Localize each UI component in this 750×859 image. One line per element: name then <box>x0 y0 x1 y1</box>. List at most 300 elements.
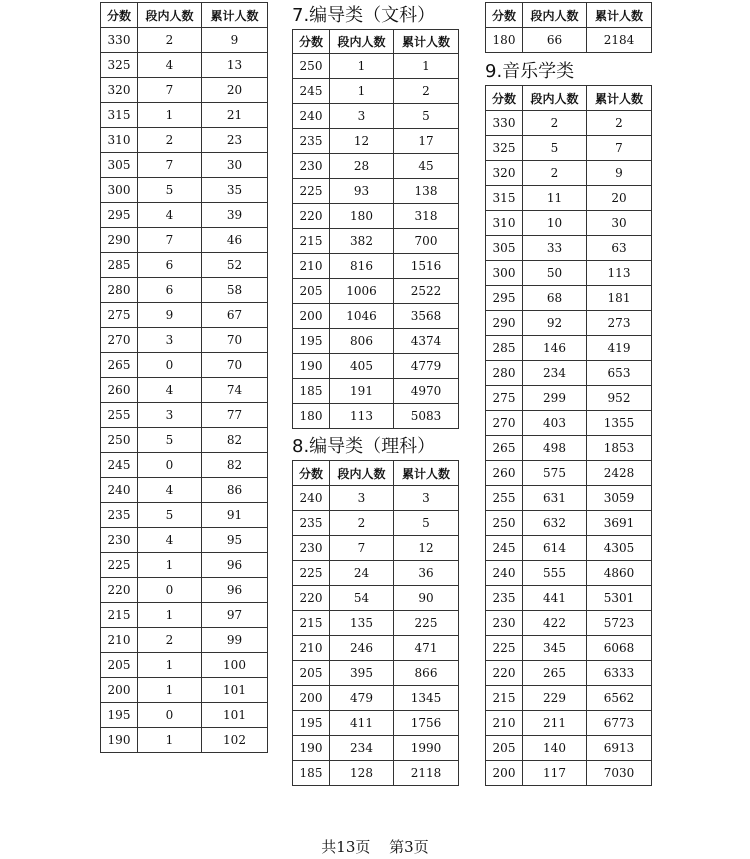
table-header-row <box>293 461 459 486</box>
header-cumulative-count: 累计人数 <box>202 3 268 28</box>
segment-count-cell: 191 <box>330 379 394 404</box>
score-cell: 180 <box>293 404 330 429</box>
segment-count-cell: 11 <box>523 186 587 211</box>
score-cell: 180 <box>486 28 523 53</box>
table-row <box>293 536 459 561</box>
score-cell: 310 <box>486 211 523 236</box>
score-cell: 295 <box>486 286 523 311</box>
table-row <box>293 304 459 329</box>
segment-count-cell: 4 <box>138 528 202 553</box>
segment-count-cell: 345 <box>523 636 587 661</box>
segment-count-cell: 33 <box>523 236 587 261</box>
table-row <box>486 736 652 761</box>
segment-count-cell: 1 <box>138 603 202 628</box>
table-row <box>293 511 459 536</box>
segment-count-cell: 1006 <box>330 279 394 304</box>
cumulative-count-cell: 2184 <box>587 28 652 53</box>
table-header-row <box>101 3 268 28</box>
score-cell: 280 <box>101 278 138 303</box>
table-row <box>293 711 459 736</box>
segment-count-cell: 211 <box>523 711 587 736</box>
table-row <box>101 328 268 353</box>
table-row <box>101 428 268 453</box>
cumulative-count-cell: 20 <box>587 186 652 211</box>
cumulative-count-cell: 5 <box>394 511 459 536</box>
score-cell: 190 <box>101 728 138 753</box>
table-row <box>101 178 268 203</box>
score-cell: 200 <box>293 304 330 329</box>
score-cell: 185 <box>293 761 330 786</box>
section-title-directing-liberal-arts: 7.编导类（文科） <box>292 5 436 26</box>
segment-count-cell: 5 <box>138 428 202 453</box>
table-row <box>486 136 652 161</box>
cumulative-count-cell: 113 <box>587 261 652 286</box>
table-row <box>486 661 652 686</box>
segment-count-cell: 2 <box>138 128 202 153</box>
segment-count-cell: 2 <box>523 111 587 136</box>
cumulative-count-cell: 82 <box>202 453 268 478</box>
score-table-directing-science <box>292 460 459 786</box>
score-cell: 225 <box>486 636 523 661</box>
table-row <box>101 703 268 728</box>
score-cell: 285 <box>486 336 523 361</box>
segment-count-cell: 5 <box>523 136 587 161</box>
table-row <box>486 486 652 511</box>
score-cell: 240 <box>101 478 138 503</box>
table-row <box>101 153 268 178</box>
table-row <box>486 561 652 586</box>
segment-count-cell: 3 <box>138 328 202 353</box>
header-score: 分数 <box>101 3 138 28</box>
score-cell: 255 <box>101 403 138 428</box>
cumulative-count-cell: 45 <box>394 154 459 179</box>
cumulative-count-cell: 273 <box>587 311 652 336</box>
current-page-label: 第3页 <box>389 838 429 856</box>
cumulative-count-cell: 866 <box>394 661 459 686</box>
cumulative-count-cell: 952 <box>587 386 652 411</box>
score-table-musicology <box>485 85 652 786</box>
table-row <box>486 411 652 436</box>
cumulative-count-cell: 96 <box>202 578 268 603</box>
table-row <box>486 311 652 336</box>
table-row <box>101 278 268 303</box>
table-row <box>486 511 652 536</box>
cumulative-count-cell: 1756 <box>394 711 459 736</box>
cumulative-count-cell: 471 <box>394 636 459 661</box>
score-cell: 235 <box>486 586 523 611</box>
cumulative-count-cell: 3568 <box>394 304 459 329</box>
score-cell: 205 <box>293 279 330 304</box>
cumulative-count-cell: 9 <box>202 28 268 53</box>
table-row <box>101 678 268 703</box>
segment-count-cell: 28 <box>330 154 394 179</box>
cumulative-count-cell: 3691 <box>587 511 652 536</box>
score-cell: 205 <box>486 736 523 761</box>
table-row <box>486 28 652 53</box>
score-cell: 220 <box>293 204 330 229</box>
table-row <box>486 386 652 411</box>
cumulative-count-cell: 1355 <box>587 411 652 436</box>
segment-count-cell: 229 <box>523 686 587 711</box>
cumulative-count-cell: 4374 <box>394 329 459 354</box>
score-cell: 240 <box>293 104 330 129</box>
cumulative-count-cell: 4860 <box>587 561 652 586</box>
score-cell: 225 <box>293 561 330 586</box>
cumulative-count-cell: 58 <box>202 278 268 303</box>
score-cell: 265 <box>486 436 523 461</box>
cumulative-count-cell: 700 <box>394 229 459 254</box>
segment-count-cell: 441 <box>523 586 587 611</box>
table-row <box>293 611 459 636</box>
table-row <box>293 636 459 661</box>
header-segment-count: 段内人数 <box>523 3 587 28</box>
cumulative-count-cell: 2118 <box>394 761 459 786</box>
table-row <box>486 636 652 661</box>
cumulative-count-cell: 96 <box>202 553 268 578</box>
segment-count-cell: 1 <box>138 103 202 128</box>
cumulative-count-cell: 6913 <box>587 736 652 761</box>
score-cell: 230 <box>293 536 330 561</box>
score-cell: 215 <box>486 686 523 711</box>
score-cell: 210 <box>293 254 330 279</box>
cumulative-count-cell: 13 <box>202 53 268 78</box>
table-row <box>101 353 268 378</box>
cumulative-count-cell: 6068 <box>587 636 652 661</box>
cumulative-count-cell: 21 <box>202 103 268 128</box>
table-row <box>293 561 459 586</box>
segment-count-cell: 5 <box>138 178 202 203</box>
score-cell: 215 <box>293 611 330 636</box>
header-segment-count: 段内人数 <box>330 30 394 54</box>
cumulative-count-cell: 30 <box>587 211 652 236</box>
cumulative-count-cell: 99 <box>202 628 268 653</box>
segment-count-cell: 146 <box>523 336 587 361</box>
table-row <box>293 104 459 129</box>
cumulative-count-cell: 2428 <box>587 461 652 486</box>
table-row <box>293 204 459 229</box>
cumulative-count-cell: 318 <box>394 204 459 229</box>
segment-count-cell: 3 <box>330 486 394 511</box>
score-cell: 295 <box>101 203 138 228</box>
table-row <box>293 761 459 786</box>
table-row <box>101 228 268 253</box>
score-cell: 305 <box>101 153 138 178</box>
score-cell: 245 <box>101 453 138 478</box>
cumulative-count-cell: 4305 <box>587 536 652 561</box>
header-segment-count: 段内人数 <box>523 86 587 111</box>
segment-count-cell: 4 <box>138 203 202 228</box>
section-title-directing-science: 8.编导类（理科） <box>292 436 436 457</box>
header-cumulative-count: 累计人数 <box>394 461 459 486</box>
segment-count-cell: 1 <box>330 54 394 79</box>
segment-count-cell: 54 <box>330 586 394 611</box>
segment-count-cell: 6 <box>138 253 202 278</box>
cumulative-count-cell: 101 <box>202 703 268 728</box>
segment-count-cell: 555 <box>523 561 587 586</box>
table-row <box>486 461 652 486</box>
table-row <box>293 354 459 379</box>
table-row <box>101 628 268 653</box>
score-cell: 235 <box>101 503 138 528</box>
cumulative-count-cell: 9 <box>587 161 652 186</box>
score-table-continued-right <box>485 2 652 53</box>
table-row <box>293 379 459 404</box>
segment-count-cell: 0 <box>138 578 202 603</box>
table-header-row <box>293 30 459 54</box>
cumulative-count-cell: 1516 <box>394 254 459 279</box>
segment-count-cell: 806 <box>330 329 394 354</box>
segment-count-cell: 403 <box>523 411 587 436</box>
segment-count-cell: 92 <box>523 311 587 336</box>
table-row <box>101 603 268 628</box>
score-cell: 210 <box>486 711 523 736</box>
table-row <box>101 203 268 228</box>
cumulative-count-cell: 100 <box>202 653 268 678</box>
score-cell: 200 <box>293 686 330 711</box>
segment-count-cell: 2 <box>138 628 202 653</box>
score-cell: 250 <box>101 428 138 453</box>
segment-count-cell: 234 <box>523 361 587 386</box>
score-cell: 200 <box>486 761 523 786</box>
score-cell: 320 <box>101 78 138 103</box>
table-row <box>293 586 459 611</box>
score-cell: 300 <box>486 261 523 286</box>
segment-count-cell: 2 <box>330 511 394 536</box>
segment-count-cell: 24 <box>330 561 394 586</box>
segment-count-cell: 68 <box>523 286 587 311</box>
score-cell: 330 <box>486 111 523 136</box>
segment-count-cell: 7 <box>330 536 394 561</box>
cumulative-count-cell: 653 <box>587 361 652 386</box>
segment-count-cell: 1 <box>138 678 202 703</box>
segment-count-cell: 3 <box>330 104 394 129</box>
header-segment-count: 段内人数 <box>138 3 202 28</box>
table-row <box>486 436 652 461</box>
segment-count-cell: 1 <box>330 79 394 104</box>
cumulative-count-cell: 181 <box>587 286 652 311</box>
segment-count-cell: 4 <box>138 378 202 403</box>
table-row <box>486 286 652 311</box>
section-title-musicology: 9.音乐学类 <box>485 61 575 82</box>
score-table-continued-left <box>100 2 268 753</box>
table-row <box>101 478 268 503</box>
table-row <box>486 186 652 211</box>
cumulative-count-cell: 1990 <box>394 736 459 761</box>
table-row <box>101 53 268 78</box>
segment-count-cell: 382 <box>330 229 394 254</box>
cumulative-count-cell: 52 <box>202 253 268 278</box>
score-cell: 280 <box>486 361 523 386</box>
total-pages-label: 共13页 <box>321 838 371 856</box>
score-cell: 320 <box>486 161 523 186</box>
score-cell: 215 <box>101 603 138 628</box>
score-cell: 190 <box>293 736 330 761</box>
score-cell: 240 <box>486 561 523 586</box>
cumulative-count-cell: 4779 <box>394 354 459 379</box>
header-score: 分数 <box>486 86 523 111</box>
score-cell: 225 <box>293 179 330 204</box>
segment-count-cell: 631 <box>523 486 587 511</box>
segment-count-cell: 12 <box>330 129 394 154</box>
cumulative-count-cell: 5723 <box>587 611 652 636</box>
table-row <box>293 686 459 711</box>
segment-count-cell: 0 <box>138 353 202 378</box>
segment-count-cell: 4 <box>138 478 202 503</box>
segment-count-cell: 2 <box>523 161 587 186</box>
score-cell: 315 <box>101 103 138 128</box>
table-row <box>293 129 459 154</box>
score-cell: 230 <box>486 611 523 636</box>
table-row <box>101 303 268 328</box>
table-row <box>293 229 459 254</box>
segment-count-cell: 575 <box>523 461 587 486</box>
cumulative-count-cell: 4970 <box>394 379 459 404</box>
table-row <box>293 254 459 279</box>
score-cell: 325 <box>101 53 138 78</box>
score-cell: 220 <box>101 578 138 603</box>
header-cumulative-count: 累计人数 <box>587 3 652 28</box>
score-cell: 205 <box>293 661 330 686</box>
table-row <box>293 154 459 179</box>
table-row <box>293 179 459 204</box>
segment-count-cell: 0 <box>138 453 202 478</box>
table-row <box>101 528 268 553</box>
cumulative-count-cell: 36 <box>394 561 459 586</box>
segment-count-cell: 234 <box>330 736 394 761</box>
cumulative-count-cell: 77 <box>202 403 268 428</box>
table-row <box>486 161 652 186</box>
score-cell: 195 <box>293 711 330 736</box>
table-row <box>101 28 268 53</box>
table-row <box>101 578 268 603</box>
cumulative-count-cell: 74 <box>202 378 268 403</box>
score-cell: 200 <box>101 678 138 703</box>
cumulative-count-cell: 23 <box>202 128 268 153</box>
table-row <box>486 686 652 711</box>
cumulative-count-cell: 225 <box>394 611 459 636</box>
segment-count-cell: 1046 <box>330 304 394 329</box>
score-cell: 245 <box>293 79 330 104</box>
score-cell: 260 <box>101 378 138 403</box>
cumulative-count-cell: 6773 <box>587 711 652 736</box>
score-cell: 185 <box>293 379 330 404</box>
score-cell: 215 <box>293 229 330 254</box>
table-row <box>293 79 459 104</box>
segment-count-cell: 395 <box>330 661 394 686</box>
table-row <box>486 211 652 236</box>
table-row <box>293 736 459 761</box>
table-row <box>486 611 652 636</box>
score-cell: 210 <box>293 636 330 661</box>
table-row <box>293 329 459 354</box>
cumulative-count-cell: 63 <box>587 236 652 261</box>
cumulative-count-cell: 1345 <box>394 686 459 711</box>
segment-count-cell: 50 <box>523 261 587 286</box>
segment-count-cell: 632 <box>523 511 587 536</box>
table-row <box>293 486 459 511</box>
segment-count-cell: 0 <box>138 703 202 728</box>
cumulative-count-cell: 30 <box>202 153 268 178</box>
score-cell: 195 <box>293 329 330 354</box>
table-row <box>101 78 268 103</box>
segment-count-cell: 7 <box>138 228 202 253</box>
segment-count-cell: 422 <box>523 611 587 636</box>
segment-count-cell: 66 <box>523 28 587 53</box>
cumulative-count-cell: 2 <box>587 111 652 136</box>
score-cell: 205 <box>101 653 138 678</box>
score-cell: 265 <box>101 353 138 378</box>
table-row <box>101 378 268 403</box>
table-row <box>101 503 268 528</box>
segment-count-cell: 10 <box>523 211 587 236</box>
segment-count-cell: 411 <box>330 711 394 736</box>
score-cell: 285 <box>101 253 138 278</box>
score-cell: 310 <box>101 128 138 153</box>
header-score: 分数 <box>293 461 330 486</box>
table-row <box>486 111 652 136</box>
cumulative-count-cell: 95 <box>202 528 268 553</box>
cumulative-count-cell: 3 <box>394 486 459 511</box>
cumulative-count-cell: 102 <box>202 728 268 753</box>
segment-count-cell: 7 <box>138 153 202 178</box>
segment-count-cell: 265 <box>523 661 587 686</box>
table-row <box>486 761 652 786</box>
score-cell: 230 <box>293 154 330 179</box>
table-row <box>486 536 652 561</box>
cumulative-count-cell: 86 <box>202 478 268 503</box>
segment-count-cell: 5 <box>138 503 202 528</box>
cumulative-count-cell: 70 <box>202 328 268 353</box>
segment-count-cell: 1 <box>138 553 202 578</box>
score-cell: 255 <box>486 486 523 511</box>
cumulative-count-cell: 20 <box>202 78 268 103</box>
cumulative-count-cell: 1853 <box>587 436 652 461</box>
score-cell: 330 <box>101 28 138 53</box>
cumulative-count-cell: 6333 <box>587 661 652 686</box>
score-cell: 220 <box>486 661 523 686</box>
segment-count-cell: 117 <box>523 761 587 786</box>
table-row <box>293 661 459 686</box>
table-row <box>486 261 652 286</box>
score-cell: 245 <box>486 536 523 561</box>
segment-count-cell: 405 <box>330 354 394 379</box>
cumulative-count-cell: 2522 <box>394 279 459 304</box>
table-row <box>101 553 268 578</box>
cumulative-count-cell: 39 <box>202 203 268 228</box>
cumulative-count-cell: 1 <box>394 54 459 79</box>
cumulative-count-cell: 90 <box>394 586 459 611</box>
table-header-row <box>486 86 652 111</box>
segment-count-cell: 4 <box>138 53 202 78</box>
score-cell: 240 <box>293 486 330 511</box>
segment-count-cell: 135 <box>330 611 394 636</box>
cumulative-count-cell: 2 <box>394 79 459 104</box>
cumulative-count-cell: 7 <box>587 136 652 161</box>
header-score: 分数 <box>293 30 330 54</box>
cumulative-count-cell: 35 <box>202 178 268 203</box>
cumulative-count-cell: 419 <box>587 336 652 361</box>
score-cell: 220 <box>293 586 330 611</box>
segment-count-cell: 246 <box>330 636 394 661</box>
table-row <box>101 403 268 428</box>
table-row <box>486 361 652 386</box>
cumulative-count-cell: 5301 <box>587 586 652 611</box>
header-cumulative-count: 累计人数 <box>394 30 459 54</box>
score-cell: 325 <box>486 136 523 161</box>
score-cell: 190 <box>293 354 330 379</box>
cumulative-count-cell: 67 <box>202 303 268 328</box>
segment-count-cell: 180 <box>330 204 394 229</box>
